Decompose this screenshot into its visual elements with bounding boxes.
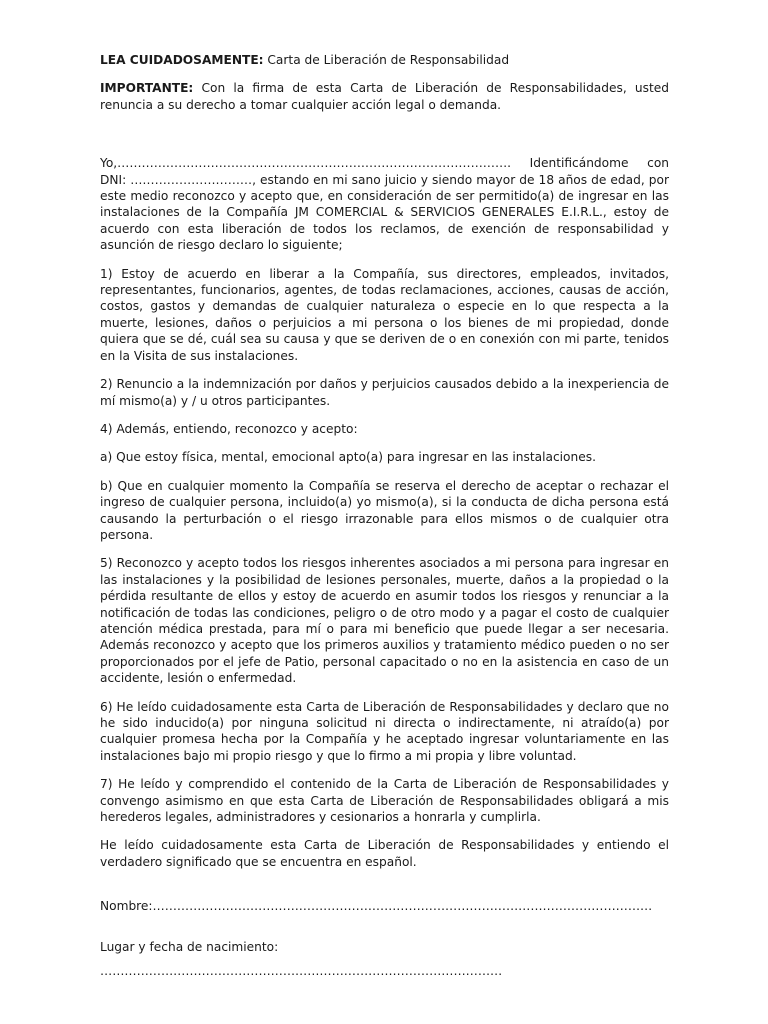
title-lead: LEA CUIDADOSAMENTE: [100,53,264,67]
document-title [100,52,669,68]
title-text: Carta de Liberación de Responsabilidad [263,53,510,67]
clause-4b: b) Que en cualquier momento la Compañía se reserva el derecho de aceptar o rechazar el ingreso de cualquier persona, incluido(a) yo mismo(a), si la conducta de dicha persona está causando la perturbación o el riesgo irrazonable para ellos mismos o de cualquier otra persona. [100,478,669,542]
waiver-document [100,52,669,979]
clause-1: 1) Estoy de acuerdo en liberar a la Compañía, sus directores, empleados, invitados, representantes, funcionarios, agentes, de todas reclamaciones, acciones, causas de acción, costos, gastos y demandas de cualquier naturaleza o especie en lo que respecta a la muerte, lesiones, daños o perjuicios a mi persona o los bienes de mi propiedad, donde quiera que se dé, cuál sea su causa y que se deriven de o en conexión con mi parte, tenidos en la Visita de sus instalaciones. [100,266,669,363]
signature-block [100,898,669,979]
clause-6: 6) He leído cuidadosamente esta Carta de Liberación de Responsabilidades y declaro que no he sido inducido(a) por ninguna solicitud ni directa o indirectamente, ni atraído(a) por cualquier promesa hecha por la Compañía y he aceptado ingresar voluntariamente en las instalaciones bajo mi propio riesgo y que lo firmo a mi propia y libre voluntad. [100,699,669,763]
clause-4-intro: 4) Además, entiendo, reconozco y acepto: [100,421,358,436]
important-lead: IMPORTANTE: [100,81,194,96]
important-text: Con la firma de esta Carta de Liberación de Responsabilidades, usted renuncia a su derecho a tomar cualquier acción legal o demanda. [100,81,669,112]
clause-5: 5) Reconozco y acepto todos los riesgos inherentes asociados a mi persona para ingresar en las instalaciones y la posibilidad de lesiones personales, muerte, daños a la propiedad o la pérdida resultante de ellos y estoy de acuerdo en asumir todos los riesgos y renunciar a la notificación de todas las condiciones, peligro o de otro modo y a pagar el costo de cualquier atención médica prestada, para mí o para mi beneficio que puede llegar a ser necesaria. Además reconozco y acepto que los primeros auxilios y tratamiento médico pueden o no ser proporcionados por el jefe de Patio, personal capacitado o no en la asistencia en caso de un accidente, lesión o enfermedad. [100,556,669,686]
clause-7: 7) He leído y comprendido el contenido de la Carta de Liberación de Responsabilidades y convengo asimismo en que esta Carta de Liberación de Responsabilidades obligará a mis herederos legales, administradores y cesionarios a honrarla y cumplirla. [100,777,669,825]
important-notice [100,80,669,113]
closing-statement: He leído cuidadosamente esta Carta de Liberación de Responsabilidades y entiendo el verdadero significado que se encuentra en español. [100,838,669,869]
birth-dots: ……………………………………………………………………………………… [100,964,503,979]
declaration-paragraph: Yo,……………………………………………………………………………………. Identificándome con DNI: …………………………, estando en mi sano juicio y siendo mayor de 18 años de edad, por este medio reconozco y acepto que, en consideración de ser permitido(a) de ingresar en las instalaciones de la Compañía JM COMERCIAL & SERVICIOS GENERALES E.I.R.L., estoy de acuerdo con esta liberación de todos los reclamos, de exención de responsabilidad y asunción de riesgo declaro lo siguiente; [100,156,669,253]
clause-2: 2) Renuncio a la indemnización por daños y perjuicios causados debido a la inexperiencia de mí mismo(a) y / u otros participantes. [100,377,669,408]
birth-label: Lugar y fecha de nacimiento: [100,939,279,954]
clause-4a: a) Que estoy física, mental, emocional apto(a) para ingresar en las instalaciones. [100,450,596,465]
name-line: Nombre:…………………………………………………………………………………………………………… [100,899,653,914]
